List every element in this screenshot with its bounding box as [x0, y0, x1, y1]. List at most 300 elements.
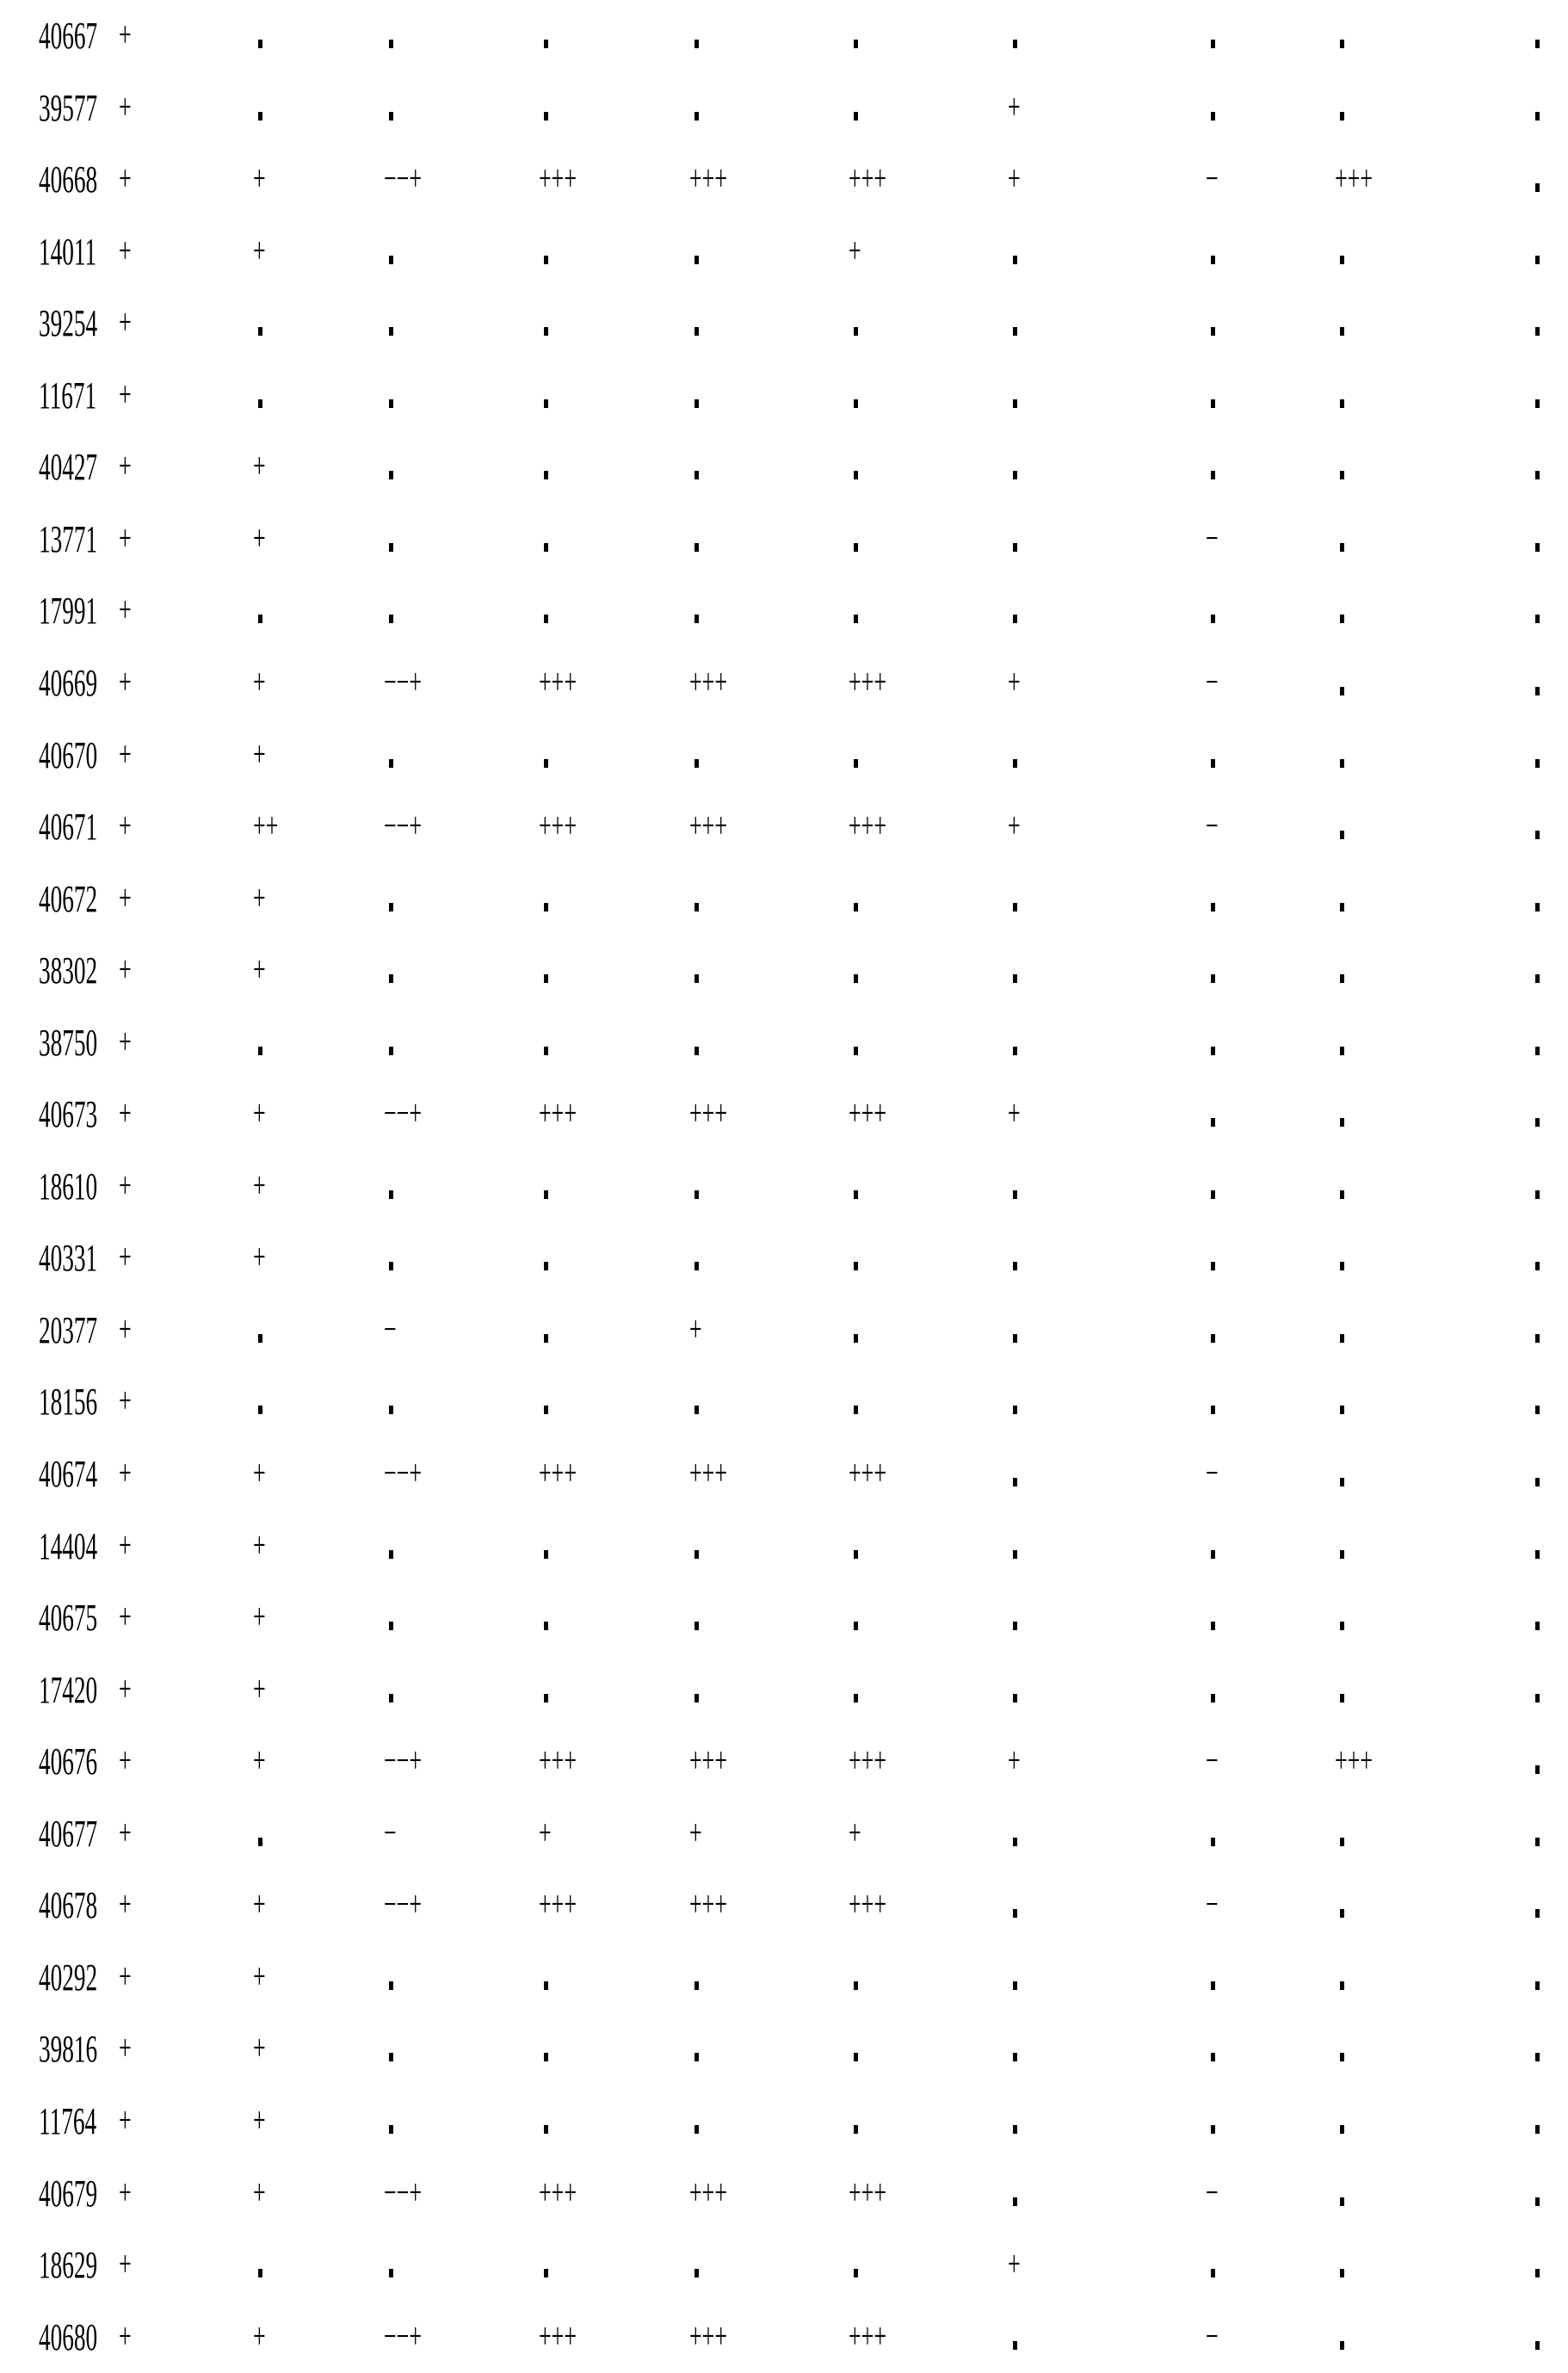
empty-cell-dot: [1013, 1478, 1017, 1486]
empty-cell-dot: [1340, 2125, 1344, 2134]
empty-cell-dot: [1340, 2269, 1344, 2277]
empty-cell-dot: [1535, 40, 1540, 48]
empty-cell-dot: [1211, 256, 1215, 264]
row-id: 18610: [39, 1165, 98, 1208]
empty-cell-dot: [1013, 471, 1017, 479]
table-row: [0, 2158, 1568, 2229]
table-row: [0, 504, 1568, 575]
table-row: [0, 647, 1568, 719]
empty-cell-dot: [694, 1406, 699, 1414]
score-cell: +++: [689, 806, 728, 847]
empty-cell-dot: [1013, 903, 1017, 912]
empty-cell-dot: [694, 112, 699, 121]
row-id: 40671: [39, 806, 98, 849]
empty-cell-dot: [258, 1838, 262, 1846]
row-id: 14011: [39, 230, 97, 273]
row-mark: +: [119, 806, 132, 847]
table-row: [0, 1366, 1568, 1437]
empty-cell-dot: [1340, 256, 1344, 264]
score-cell: +: [253, 878, 266, 918]
empty-cell-dot: [258, 1047, 262, 1055]
score-cell: +++: [849, 2172, 887, 2213]
score-cell: +++: [849, 1094, 887, 1134]
empty-cell-dot: [854, 1550, 858, 1559]
score-cell: +++: [539, 1454, 577, 1493]
empty-cell-dot: [1340, 2197, 1344, 2206]
empty-cell-dot: [544, 1981, 548, 1990]
empty-cell-dot: [1535, 1622, 1540, 1630]
empty-cell-dot: [694, 1981, 699, 1990]
empty-cell-dot: [544, 471, 548, 479]
empty-cell-dot: [694, 327, 699, 336]
empty-cell-dot: [258, 2269, 262, 2277]
empty-cell-dot: [389, 1981, 393, 1990]
empty-cell-dot: [1535, 615, 1540, 623]
empty-cell-dot: [1340, 327, 1344, 336]
score-cell: +++: [689, 662, 728, 702]
empty-cell-dot: [544, 1694, 548, 1703]
score-cell: +++: [689, 1094, 728, 1134]
row-id: 39816: [39, 2028, 98, 2071]
empty-cell-dot: [1535, 256, 1540, 264]
score-cell: +: [253, 518, 266, 559]
score-cell: +++: [849, 159, 887, 200]
empty-cell-dot: [389, 615, 393, 623]
empty-cell-dot: [544, 1550, 548, 1559]
row-mark: +: [119, 1238, 132, 1278]
score-cell: +++: [539, 159, 577, 200]
score-cell: +++: [539, 806, 577, 847]
empty-cell-dot: [854, 1406, 858, 1414]
score-cell: +: [253, 231, 266, 271]
empty-cell-dot: [1340, 40, 1344, 48]
score-cell: −: [1206, 1741, 1219, 1782]
empty-cell-dot: [258, 615, 262, 623]
score-cell: −: [384, 1813, 397, 1853]
empty-cell-dot: [1013, 327, 1017, 336]
row-mark: +: [119, 878, 132, 918]
row-mark: +: [119, 1022, 132, 1062]
empty-cell-dot: [1211, 1550, 1215, 1559]
empty-cell-dot: [1340, 1190, 1344, 1199]
empty-cell-dot: [389, 2053, 393, 2061]
score-cell: −−+: [384, 1741, 423, 1782]
row-id: 40674: [39, 1453, 98, 1495]
row-mark: +: [119, 1165, 132, 1206]
score-cell: +++: [539, 2316, 577, 2357]
row-id: 40672: [39, 877, 98, 920]
row-id: 18156: [39, 1381, 98, 1424]
score-cell: −−+: [384, 1094, 423, 1134]
empty-cell-dot: [389, 1550, 393, 1559]
empty-cell-dot: [694, 974, 699, 983]
score-cell: −−+: [384, 1454, 423, 1493]
empty-cell-dot: [389, 399, 393, 408]
empty-cell-dot: [694, 399, 699, 408]
empty-cell-dot: [1340, 2341, 1344, 2350]
score-cell: −: [1206, 662, 1219, 702]
score-cell: +++: [1335, 159, 1374, 200]
empty-cell-dot: [1535, 543, 1540, 552]
empty-cell-dot: [1340, 1334, 1344, 1343]
row-id: 40668: [39, 158, 98, 201]
empty-cell-dot: [1340, 1118, 1344, 1127]
score-cell: −−+: [384, 662, 423, 702]
empty-cell-dot: [1535, 1190, 1540, 1199]
table-row: [0, 0, 1568, 71]
empty-cell-dot: [694, 1047, 699, 1055]
score-cell: +++: [539, 662, 577, 702]
empty-cell-dot: [854, 759, 858, 768]
empty-cell-dot: [1211, 1981, 1215, 1990]
empty-cell-dot: [1211, 903, 1215, 912]
empty-cell-dot: [1340, 112, 1344, 121]
score-cell: +: [253, 2172, 266, 2213]
table-row: [0, 216, 1568, 287]
empty-cell-dot: [389, 1047, 393, 1055]
table-row: [0, 360, 1568, 431]
empty-cell-dot: [1013, 1047, 1017, 1055]
row-mark: +: [119, 1381, 132, 1422]
score-cell: +++: [689, 1454, 728, 1493]
empty-cell-dot: [1013, 2197, 1017, 2206]
empty-cell-dot: [1013, 2341, 1017, 2350]
empty-cell-dot: [1013, 759, 1017, 768]
empty-cell-dot: [1535, 1118, 1540, 1127]
row-id: 40680: [39, 2315, 98, 2358]
empty-cell-dot: [389, 112, 393, 121]
empty-cell-dot: [1211, 1190, 1215, 1199]
empty-cell-dot: [258, 40, 262, 48]
score-cell: +: [253, 1741, 266, 1782]
empty-cell-dot: [1211, 399, 1215, 408]
table-row: [0, 1942, 1568, 2013]
empty-cell-dot: [1535, 399, 1540, 408]
empty-cell-dot: [1211, 1047, 1215, 1055]
empty-cell-dot: [854, 327, 858, 336]
empty-cell-dot: [854, 543, 858, 552]
empty-cell-dot: [854, 1262, 858, 1270]
row-mark: +: [119, 2100, 132, 2141]
empty-cell-dot: [1535, 471, 1540, 479]
empty-cell-dot: [1013, 2053, 1017, 2061]
empty-cell-dot: [854, 903, 858, 912]
score-cell: +: [253, 2316, 266, 2357]
score-cell: +++: [539, 1741, 577, 1782]
empty-cell-dot: [1211, 2125, 1215, 2134]
score-cell: +: [689, 1309, 702, 1350]
empty-cell-dot: [1211, 615, 1215, 623]
score-cell: +++: [539, 2172, 577, 2213]
empty-cell-dot: [1013, 1694, 1017, 1703]
empty-cell-dot: [1535, 831, 1540, 839]
score-cell: +: [253, 2029, 266, 2069]
row-mark: +: [119, 518, 132, 559]
table-row: [0, 1511, 1568, 1582]
empty-cell-dot: [1340, 471, 1344, 479]
empty-cell-dot: [1340, 1406, 1344, 1414]
row-mark: +: [119, 1525, 132, 1566]
empty-cell-dot: [544, 1262, 548, 1270]
score-cell: +: [1008, 87, 1021, 127]
empty-cell-dot: [258, 327, 262, 336]
row-mark: +: [119, 662, 132, 702]
empty-cell-dot: [1340, 615, 1344, 623]
table-row: [0, 1222, 1568, 1294]
empty-cell-dot: [389, 2125, 393, 2134]
score-cell: +++: [539, 1885, 577, 1925]
empty-cell-dot: [694, 1550, 699, 1559]
score-cell: +: [1008, 662, 1021, 702]
score-cell: +: [253, 2100, 266, 2141]
empty-cell-dot: [694, 1190, 699, 1199]
empty-cell-dot: [694, 256, 699, 264]
empty-cell-dot: [694, 2269, 699, 2277]
row-mark: +: [119, 2029, 132, 2069]
empty-cell-dot: [694, 40, 699, 48]
table-row: [0, 144, 1568, 215]
empty-cell-dot: [1340, 903, 1344, 912]
score-cell: +: [253, 1885, 266, 1925]
score-cell: −: [1206, 1885, 1219, 1925]
empty-cell-dot: [1535, 974, 1540, 983]
empty-cell-dot: [544, 327, 548, 336]
table-row: [0, 575, 1568, 646]
empty-cell-dot: [854, 40, 858, 48]
empty-cell-dot: [389, 543, 393, 552]
empty-cell-dot: [544, 2125, 548, 2134]
empty-cell-dot: [1535, 183, 1540, 192]
empty-cell-dot: [1211, 759, 1215, 768]
row-mark: +: [119, 1813, 132, 1853]
score-cell: −−+: [384, 2172, 423, 2213]
score-cell: −−+: [384, 1885, 423, 1925]
empty-cell-dot: [544, 543, 548, 552]
empty-cell-dot: [389, 759, 393, 768]
row-mark: +: [119, 87, 132, 127]
row-mark: +: [119, 159, 132, 200]
empty-cell-dot: [1013, 1190, 1017, 1199]
empty-cell-dot: [1340, 1262, 1344, 1270]
empty-cell-dot: [544, 1334, 548, 1343]
empty-cell-dot: [854, 471, 858, 479]
table-row: [0, 2086, 1568, 2157]
empty-cell-dot: [1013, 399, 1017, 408]
score-cell: −: [1206, 2172, 1219, 2213]
table-row: [0, 2229, 1568, 2301]
empty-cell-dot: [544, 615, 548, 623]
empty-cell-dot: [1535, 1478, 1540, 1486]
score-cell: +++: [689, 2316, 728, 2357]
empty-cell-dot: [854, 1190, 858, 1199]
score-cell: +: [253, 159, 266, 200]
row-mark: +: [119, 950, 132, 991]
empty-cell-dot: [544, 1190, 548, 1199]
empty-cell-dot: [1013, 1262, 1017, 1270]
row-mark: +: [119, 1956, 132, 1997]
score-cell: +: [253, 662, 266, 702]
table-row: [0, 1582, 1568, 1653]
empty-cell-dot: [1211, 974, 1215, 983]
empty-cell-dot: [1340, 831, 1344, 839]
score-cell: +: [253, 1165, 266, 1206]
empty-cell-dot: [1211, 2053, 1215, 2061]
empty-cell-dot: [1340, 399, 1344, 408]
row-id: 40331: [39, 1237, 98, 1280]
empty-cell-dot: [1013, 1909, 1017, 1918]
empty-cell-dot: [854, 112, 858, 121]
empty-cell-dot: [1535, 903, 1540, 912]
score-cell: +: [1008, 1094, 1021, 1134]
empty-cell-dot: [694, 543, 699, 552]
score-cell: +++: [849, 2316, 887, 2357]
empty-cell-dot: [1013, 40, 1017, 48]
empty-cell-dot: [1013, 615, 1017, 623]
row-mark: +: [119, 734, 132, 775]
empty-cell-dot: [258, 112, 262, 121]
row-mark: +: [119, 1454, 132, 1493]
row-mark: +: [119, 1741, 132, 1782]
row-id: 40667: [39, 15, 98, 57]
empty-cell-dot: [1211, 1694, 1215, 1703]
empty-cell-dot: [854, 974, 858, 983]
score-cell: −−+: [384, 806, 423, 847]
score-cell: +: [1008, 1741, 1021, 1782]
table-row: [0, 1438, 1568, 1510]
score-cell: +: [253, 1525, 266, 1566]
table-row: [0, 720, 1568, 791]
empty-cell-dot: [1535, 2125, 1540, 2134]
empty-cell-dot: [1340, 974, 1344, 983]
row-id: 14404: [39, 1524, 98, 1567]
row-id: 13771: [39, 517, 98, 560]
empty-cell-dot: [1013, 1334, 1017, 1343]
row-id: 11764: [39, 2099, 97, 2142]
empty-cell-dot: [694, 759, 699, 768]
empty-cell-dot: [1340, 1478, 1344, 1486]
empty-cell-dot: [1211, 40, 1215, 48]
empty-cell-dot: [854, 1622, 858, 1630]
empty-cell-dot: [1340, 1622, 1344, 1630]
empty-cell-dot: [1013, 1838, 1017, 1846]
row-id: 38302: [39, 949, 98, 992]
row-mark: +: [119, 1094, 132, 1134]
empty-cell-dot: [389, 1622, 393, 1630]
score-cell: −: [1206, 2316, 1219, 2357]
score-cell: +++: [849, 1454, 887, 1493]
empty-cell-dot: [1211, 1262, 1215, 1270]
empty-cell-dot: [1535, 1406, 1540, 1414]
empty-cell-dot: [544, 399, 548, 408]
table-row: [0, 863, 1568, 935]
score-cell: ++: [253, 806, 279, 847]
empty-cell-dot: [1535, 2053, 1540, 2061]
empty-cell-dot: [258, 1406, 262, 1414]
score-cell: +: [253, 1454, 266, 1493]
table-row: [0, 2013, 1568, 2085]
empty-cell-dot: [1340, 543, 1344, 552]
score-cell: +: [849, 1813, 861, 1853]
score-cell: +++: [849, 806, 887, 847]
row-mark: +: [119, 1597, 132, 1638]
empty-cell-dot: [854, 2053, 858, 2061]
empty-cell-dot: [1013, 1622, 1017, 1630]
empty-cell-dot: [694, 615, 699, 623]
score-cell: −: [1206, 1454, 1219, 1493]
row-id: 40427: [39, 446, 98, 489]
score-cell: +: [539, 1813, 552, 1853]
score-cell: +++: [689, 2172, 728, 2213]
empty-cell-dot: [1211, 1622, 1215, 1630]
score-cell: +: [849, 231, 861, 271]
empty-cell-dot: [544, 2269, 548, 2277]
row-id: 40679: [39, 2172, 98, 2215]
empty-cell-dot: [389, 1262, 393, 1270]
empty-cell-dot: [544, 40, 548, 48]
empty-cell-dot: [389, 1694, 393, 1703]
score-cell: +: [1008, 159, 1021, 200]
score-cell: +++: [849, 662, 887, 702]
score-cell: +++: [1335, 1741, 1374, 1782]
table-row: [0, 1007, 1568, 1078]
score-cell: +: [253, 447, 266, 487]
row-id: 18629: [39, 2244, 98, 2287]
empty-cell-dot: [389, 2269, 393, 2277]
score-cell: +++: [539, 1094, 577, 1134]
empty-cell-dot: [544, 2053, 548, 2061]
row-id: 38750: [39, 1021, 98, 1064]
empty-cell-dot: [1340, 1550, 1344, 1559]
empty-cell-dot: [1535, 687, 1540, 695]
row-id: 11671: [39, 374, 97, 417]
score-cell: +: [689, 1813, 702, 1853]
row-id: 17991: [39, 590, 98, 633]
empty-cell-dot: [694, 1694, 699, 1703]
empty-cell-dot: [1535, 759, 1540, 768]
score-cell: +: [253, 1094, 266, 1134]
empty-cell-dot: [258, 399, 262, 408]
empty-cell-dot: [1340, 1694, 1344, 1703]
empty-cell-dot: [694, 903, 699, 912]
score-cell: −: [384, 1309, 397, 1350]
empty-cell-dot: [1535, 1765, 1540, 1774]
empty-cell-dot: [694, 471, 699, 479]
empty-cell-dot: [1340, 1047, 1344, 1055]
score-cell: −: [1206, 806, 1219, 847]
empty-cell-dot: [1211, 1838, 1215, 1846]
empty-cell-dot: [1340, 1909, 1344, 1918]
empty-cell-dot: [389, 903, 393, 912]
empty-cell-dot: [1535, 1334, 1540, 1343]
empty-cell-dot: [1535, 1550, 1540, 1559]
row-mark: +: [119, 303, 132, 343]
score-cell: +: [1008, 806, 1021, 847]
empty-cell-dot: [544, 1047, 548, 1055]
row-mark: +: [119, 1669, 132, 1709]
table-row: [0, 1151, 1568, 1222]
row-id: 40292: [39, 1956, 98, 1999]
row-id: 40677: [39, 1812, 98, 1855]
empty-cell-dot: [544, 759, 548, 768]
score-cell: +: [253, 1597, 266, 1638]
empty-cell-dot: [544, 256, 548, 264]
row-mark: +: [119, 2172, 132, 2213]
empty-cell-dot: [389, 471, 393, 479]
table-row: [0, 1726, 1568, 1797]
score-cell: −: [1206, 159, 1219, 200]
row-mark: +: [119, 1309, 132, 1350]
empty-cell-dot: [1013, 2125, 1017, 2134]
